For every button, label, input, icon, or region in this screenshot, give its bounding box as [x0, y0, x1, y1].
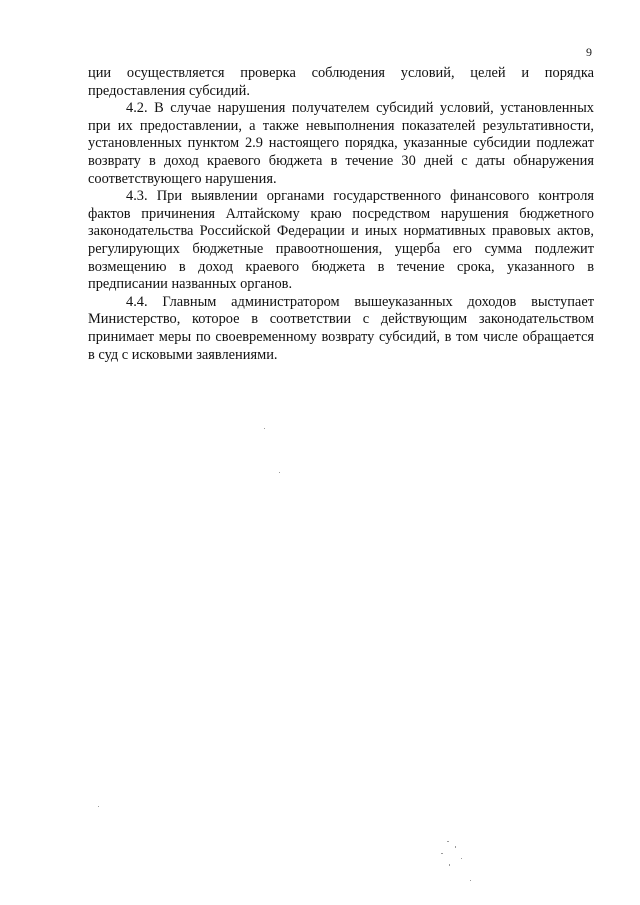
scan-speck	[98, 806, 99, 807]
scan-speck	[461, 858, 462, 859]
scan-speck	[279, 472, 280, 473]
scan-speck	[441, 853, 443, 854]
paragraph-4-3: 4.3. При выявлении органами государственного финансового контроля фактов причинения Алтайскому краю посредством нарушения бюджетного законодательства Российской Федерации и иных нормативных правовых актов, регулирующих бюджетные правоотношения, ущерба его сумма подлежит возмещению в доход краевого бюджета в течение срока, указанного в предписании названных органов.	[88, 188, 594, 293]
scan-speck	[264, 428, 265, 429]
paragraph-4-4: 4.4. Главным администратором вышеуказанных доходов выступает Министерство, которое в соответствии с действующим законодательством принимает меры по своевременному возврату субсидий, в том числе обращается в суд с исковыми заявлениями.	[88, 293, 594, 363]
paragraph-4-2: 4.2. В случае нарушения получателем субсидий условий, установленных при их предоставлении, а также невыполнения показателей результативности, установленных пунктом 2.9 настоящего порядка, указанные субсидии подлежат возврату в доход краевого бюджета в течение 30 дней с даты обнаружения соответствующего нарушения.	[88, 100, 594, 187]
document-body	[88, 65, 594, 364]
scan-speck	[470, 880, 471, 881]
page-number: 9	[586, 45, 592, 59]
scan-speck	[455, 846, 456, 848]
scan-speck	[449, 864, 450, 866]
scan-speck	[447, 841, 449, 842]
paragraph-continuation: ции осуществляется проверка соблюдения условий, целей и порядка предоставления субсидий.	[88, 65, 594, 99]
